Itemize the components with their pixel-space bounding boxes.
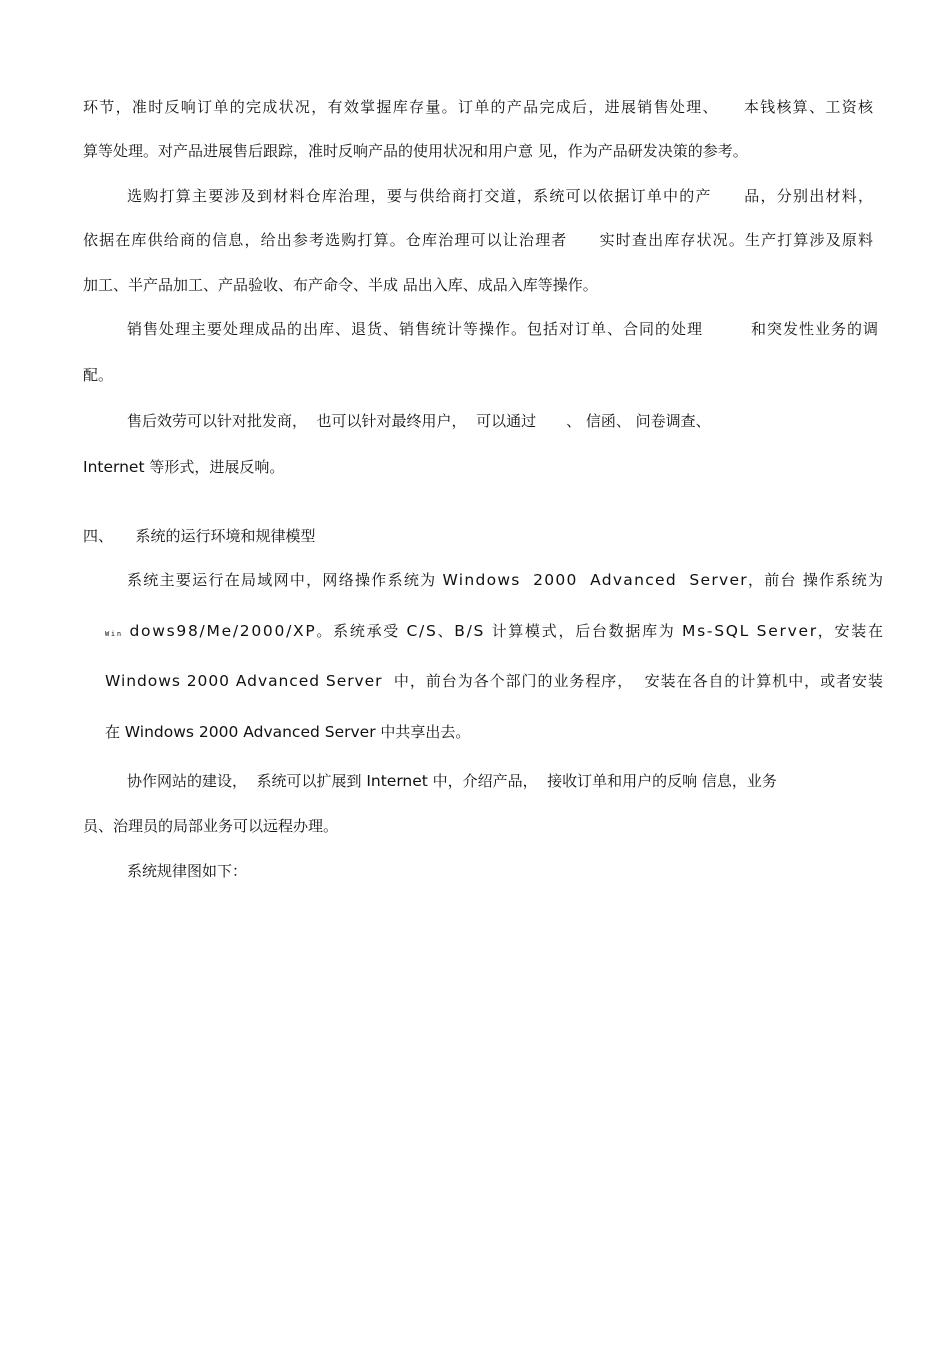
paragraph-line xyxy=(83,141,748,161)
text-segment: Win xyxy=(105,630,123,638)
text-segment: 算等处理。对产品进展售后跟踪，准时反响产品的使用状况和用户意 见，作为产品研发决策的参考。 xyxy=(83,142,748,160)
text-segment: ，前台 操作系统为 xyxy=(747,571,885,589)
text-segment: 。系统承受 xyxy=(316,622,407,640)
section-heading xyxy=(83,526,316,546)
text-segment: 计算模式，后台数据库为 xyxy=(485,622,682,640)
text-segment: 系统主要运行在局域网中，网络操作系统为 xyxy=(127,571,443,589)
text-segment: 等形式，进展反响。 xyxy=(144,458,285,476)
text-segment: 配。 xyxy=(83,366,114,384)
paragraph-line xyxy=(83,275,598,295)
text-segment: 售后效劳可以针对批发商， 也可以针对最终用户， 可以通过 、 信函、 问卷调查、 xyxy=(127,412,711,430)
text-segment: 依据在库供给商的信息，给出参考选购打算。仓库治理可以让治理者 实时查出库存状况。生产打算涉及原料 xyxy=(83,231,875,249)
text-segment: 协作网站的建设， 系统可以扩展到 xyxy=(127,772,367,790)
paragraph-line xyxy=(105,671,884,691)
paragraph-line xyxy=(127,861,247,881)
latin-text: Internet xyxy=(83,458,145,476)
text-segment: 在 xyxy=(105,723,125,741)
latin-text: Windows 2000 Advanced Server xyxy=(442,571,748,589)
text-segment: 中，前台为各个部门的业务程序， 安装在各自的计算机中，或者安装 xyxy=(382,672,884,690)
paragraph-line xyxy=(127,570,884,590)
latin-text: dows98/Me/2000/XP xyxy=(122,622,317,640)
latin-text: Windows 2000 Advanced Server xyxy=(124,723,376,741)
text-segment: 环节，准时反响订单的完成状况，有效掌握库存量。订单的产品完成后，进展销售处理、 本钱核算、工资核 xyxy=(83,98,875,116)
text-segment: 员、治理员的局部业务可以远程办理。 xyxy=(83,817,339,835)
latin-text: Windows 2000 Advanced Server xyxy=(105,672,383,690)
paragraph-line xyxy=(127,319,879,339)
text-segment: 中，介绍产品， 接收订单和用户的反响 信息，业务 xyxy=(427,772,777,790)
paragraph-line xyxy=(127,411,711,431)
paragraph-line xyxy=(83,230,874,250)
paragraph-line xyxy=(105,621,885,644)
latin-text: B/S xyxy=(454,622,486,640)
text-segment: 选购打算主要涉及到材料仓库治理，要与供给商打交道，系统可以依据订单中的产 品，分别出材料， xyxy=(127,187,875,205)
text-segment: 四、 系统的运行环境和规律模型 xyxy=(83,527,316,545)
paragraph-line xyxy=(83,457,284,477)
paragraph-line xyxy=(83,816,338,836)
paragraph-line xyxy=(105,722,470,742)
latin-text: Ms-SQL Server xyxy=(682,622,818,640)
paragraph-line xyxy=(83,365,113,385)
text-segment: 中共享出去。 xyxy=(375,723,471,741)
text-segment: ，安装在 xyxy=(817,622,885,640)
latin-text: Internet xyxy=(366,772,428,790)
text-segment: 加工、半产品加工、产品验收、布产命令、半成 品出入库、成品入库等操作。 xyxy=(83,276,598,294)
text-segment: 销售处理主要处理成品的出库、退货、销售统计等操作。包括对订单、合同的处理 和突发性业务的调 xyxy=(127,320,879,338)
paragraph-line xyxy=(83,97,874,117)
latin-text: C/S xyxy=(406,622,438,640)
text-segment: 系统规律图如下： xyxy=(127,862,248,880)
paragraph-line xyxy=(127,771,777,791)
text-segment: 、 xyxy=(437,622,455,640)
paragraph-line xyxy=(127,186,874,206)
